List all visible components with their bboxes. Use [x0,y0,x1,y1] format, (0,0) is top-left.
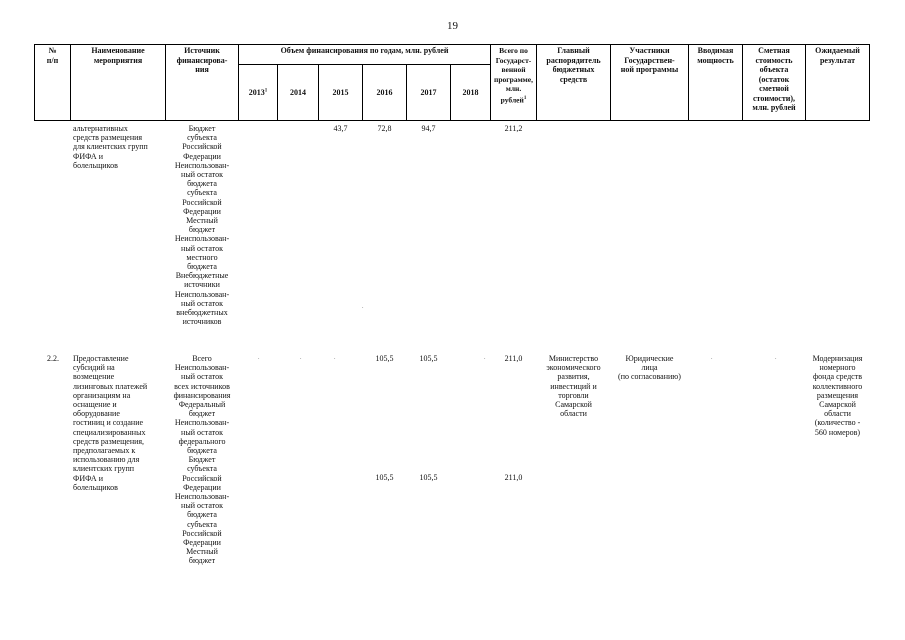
scan-speck: . [258,355,260,361]
header-num: № п/п [46,46,59,65]
header-name: Наименование мероприятия [91,46,145,65]
header-result: Ожидаемый результат [815,46,860,65]
header-year-2017: 2017 [420,88,437,97]
scan-speck: . [300,355,302,361]
row-2-2-all-2017: 105,5 [419,354,438,363]
header-admin: Главный распорядитель бюджетных средств [546,46,601,84]
row-2-2-result: Модернизация номерного фонда средств коллективного размещения Самарской области (количество - 560 номеров) [812,354,863,437]
scan-speck: . [334,355,336,361]
header-year-2015: 2015 [332,88,349,97]
header-source: Источник финансирова- ния [176,46,228,74]
row-2-2-name: Предоставление субсидий на возмещение лизинговых платежей организациям на оснащение и оборудование гостиниц и создание специализированных средств размещения, предполагаемых к использованию для клиентских групп ФИФА и болельщиков [73,354,148,492]
continued-2015-value: 43,7 [333,124,348,133]
row-2-2-regional-total: 211,0 [504,473,523,482]
continued-2016-value: 72,8 [377,124,392,133]
continued-name: альтернативных средств размещения для клиентских групп ФИФА и болельщиков [73,124,148,170]
continued-source-list: Бюджет субъекта Российской Федерации Неиспользован- ный остаток бюджета субъекта Российской Федерации Местный бюджет Неиспользован- ный остаток местного бюджета Внебюджетные источники Неиспользован- ный остаток внебюджетных источников [174,124,230,327]
row-2-2-regional-2016: 105,5 [375,473,394,482]
header-funding: Объем финансирования по годам, млн. рублей [280,46,449,55]
page-number: 19 [447,20,458,32]
scan-speck: . [484,355,486,361]
row-2-2-all-2016: 105,5 [375,354,394,363]
scan-speck: . [775,355,777,361]
header-cost: Сметная стоимость объекта (остаток сметной стоимости), млн. рублей [752,46,796,112]
row-2-2-participants: Юридические лица (по согласованию) [618,354,681,382]
row-2-2-admin: Министерство экономического развития, инвестиций и торговли Самарской области [546,354,601,419]
row-2-2-regional-2017: 105,5 [419,473,438,482]
header-year-2013: 2013$^1$ [248,88,268,97]
header-participants: Участники Государствен- ной программы [620,46,679,74]
scan-speck: . [362,304,364,310]
row-2-2-source-list: Всего Неиспользован- ный остаток всех источников финансирования Федеральный бюджет Неиспользован- ный остаток федерального бюджета Бюджет субъекта Российской Федерации Неиспользован- ный остаток бюджета субъекта Российской Федерации Местный бюджет [173,354,231,566]
header-year-2018: 2018 [462,88,479,97]
header-year-2016: 2016 [376,88,393,97]
continued-total-value: 211,2 [504,124,523,133]
continued-2017-value: 94,7 [421,124,436,133]
header-year-2014: 2014 [290,88,306,97]
scan-speck: . [711,355,713,361]
header-total: Всего по Государст- венной программе, млн. рублей$^1$ [494,46,533,104]
header-capacity: Вводимая мощность [697,46,734,65]
row-number: 2.2. [47,354,59,363]
row-2-2-all-total: 211,0 [504,354,523,363]
